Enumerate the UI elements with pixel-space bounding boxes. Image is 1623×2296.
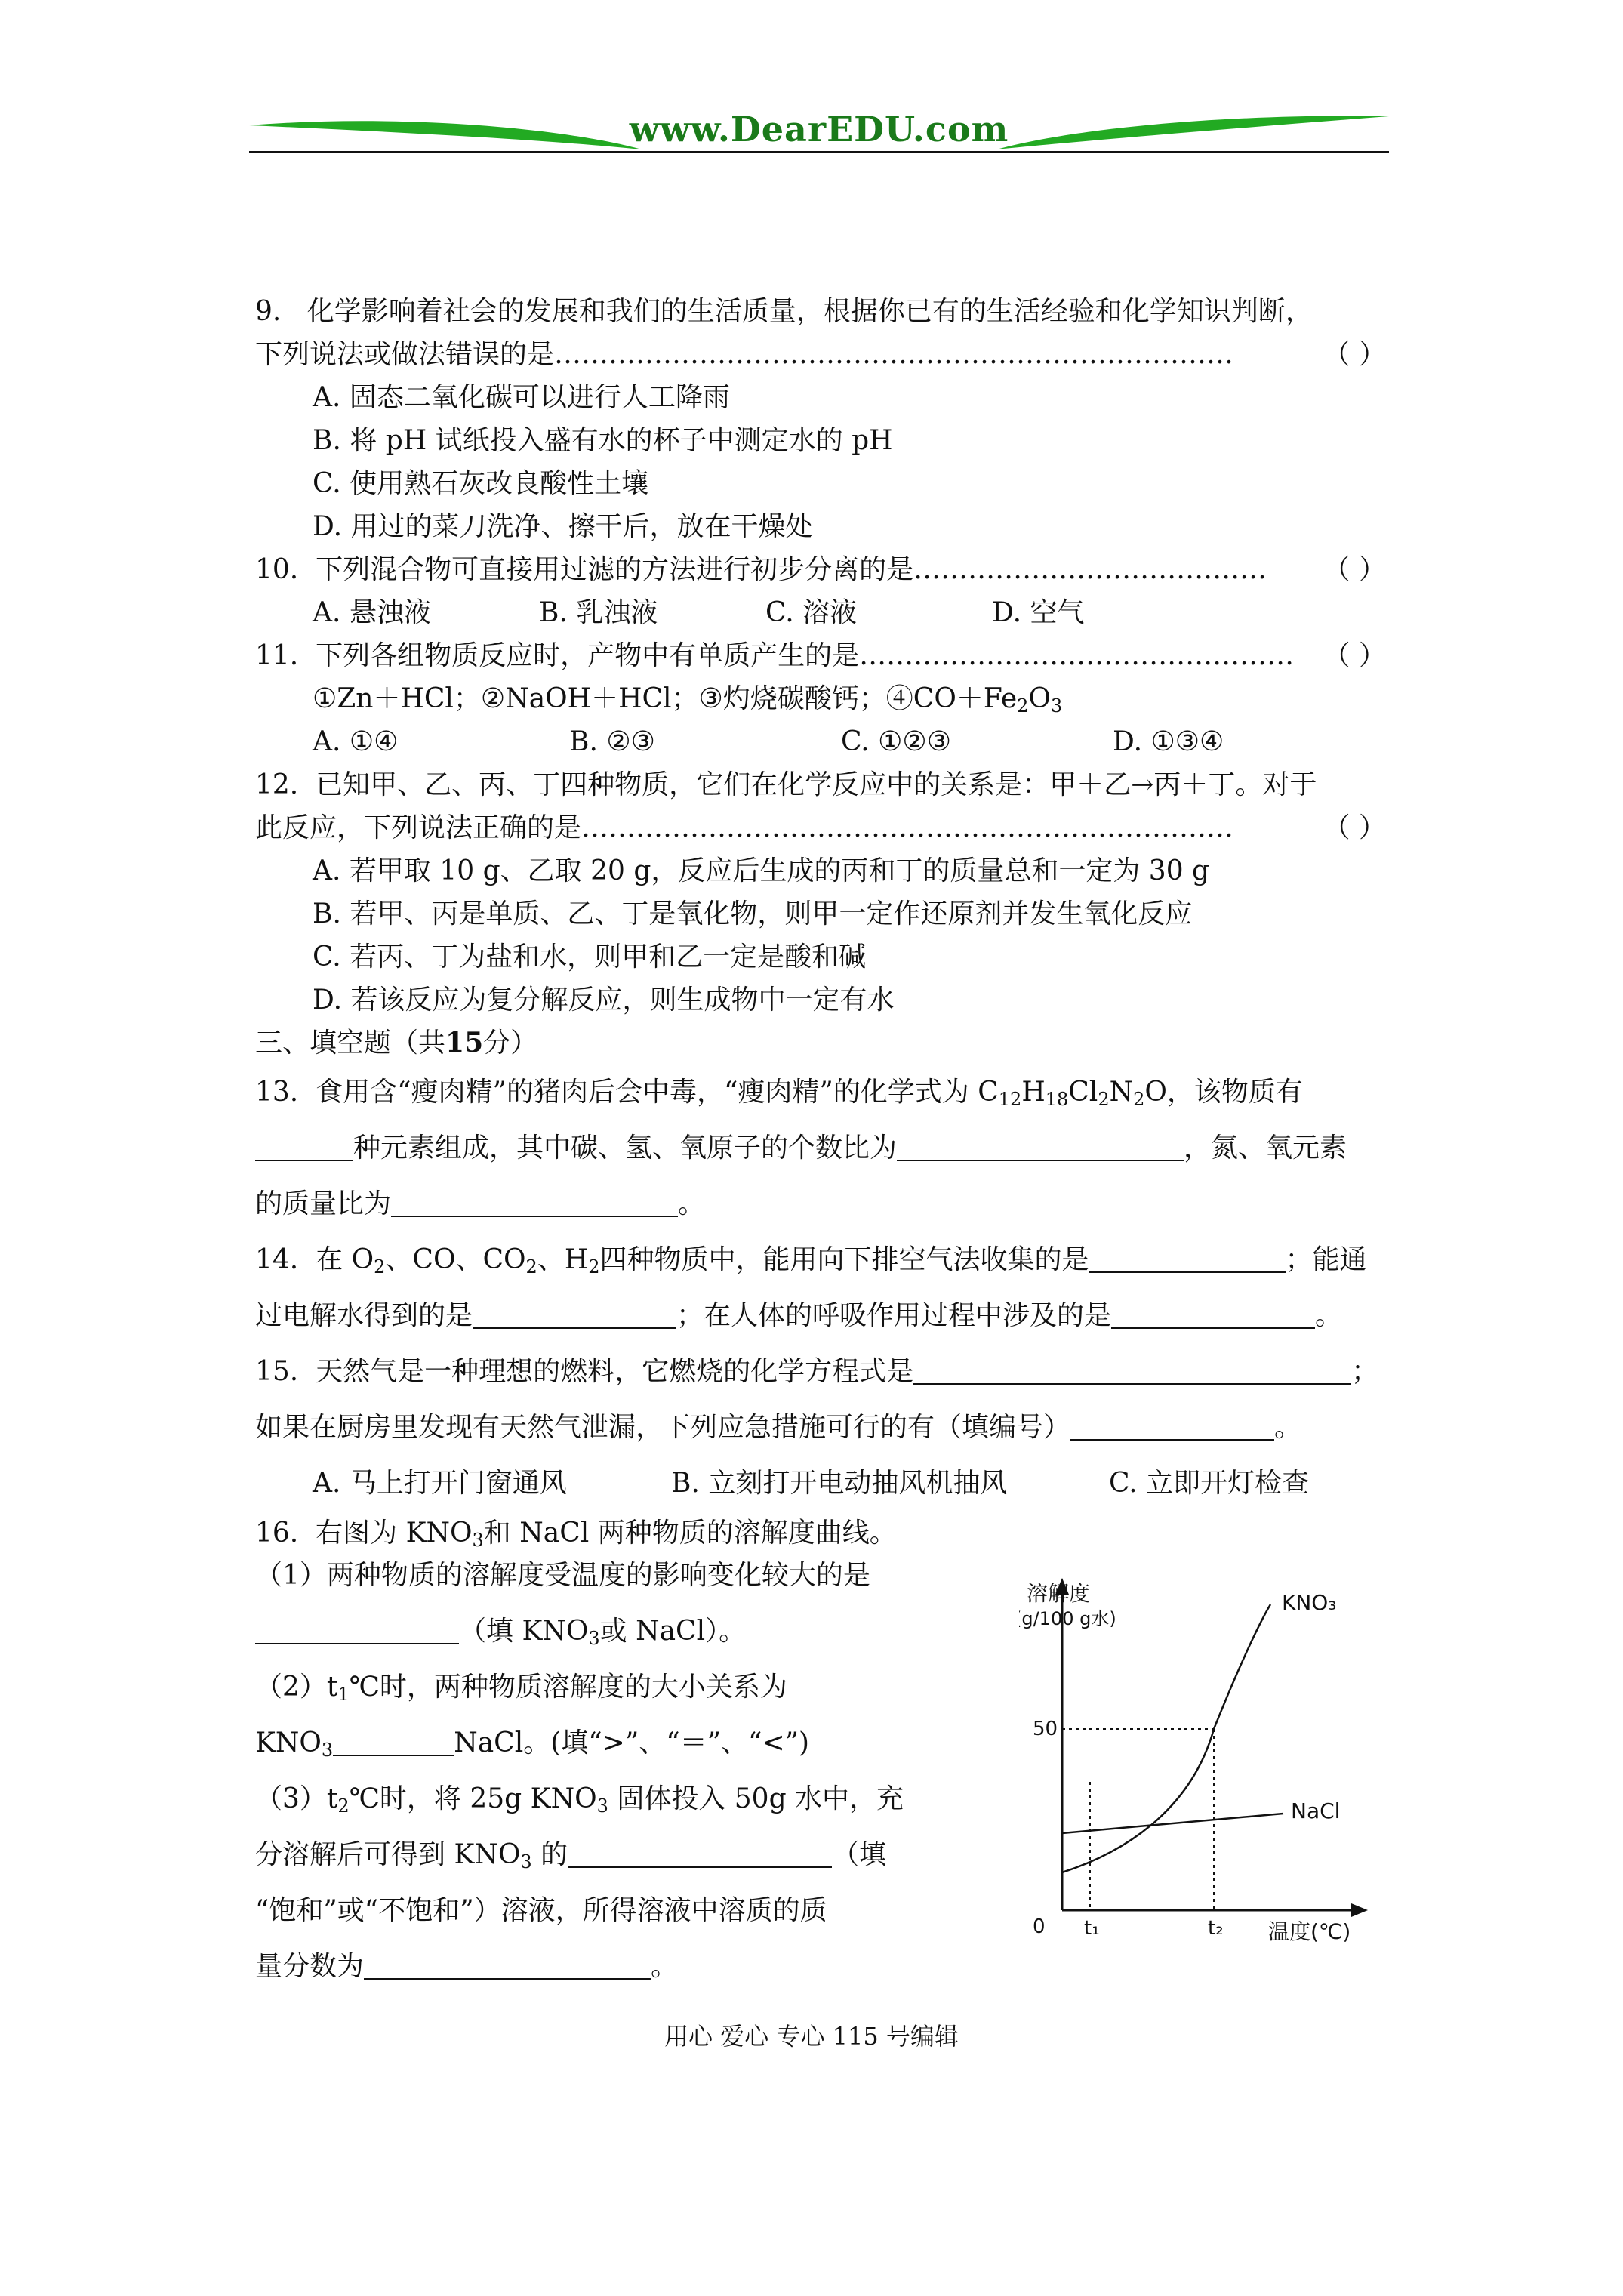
q12-option-b: B. 若甲、丙是单质、乙、丁是氧化物，则甲一定作还原剂并发生氧化反应	[313, 898, 1193, 929]
answer-paren: （ ）	[1323, 339, 1386, 370]
q15-line2: 如果在厨房里发现有天然气泄漏，下列应急措施可行的有（填编号） 。	[255, 1400, 1387, 1456]
q12-stem-line2: 此反应，下列说法正确的是……………………………………………………………… （ ）	[255, 806, 1387, 849]
origin-label: 0	[1033, 1915, 1046, 1938]
q11-option-d: D. ①③④	[1113, 726, 1224, 757]
q11-option-c: C. ①②③	[841, 726, 951, 757]
answer-blank[interactable]	[568, 1836, 832, 1868]
q9-stem-line1: 9. 化学影响着社会的发展和我们的生活质量，根据你已有的生活经验和化学知识判断，	[255, 296, 1313, 327]
q10-option-c: C. 溶液	[765, 597, 858, 628]
solubility-chart-svg	[1019, 1578, 1412, 1971]
q16-part3-line4: 量分数为 。	[255, 1939, 919, 1995]
x-axis-arrow-icon	[1351, 1903, 1368, 1917]
section-title: 三、填空题（共15分）	[255, 1027, 538, 1059]
solubility-chart	[1019, 1578, 1412, 1971]
series-kno3-line	[1062, 1604, 1270, 1872]
series-nacl-line	[1062, 1814, 1283, 1833]
answer-blank[interactable]	[333, 1724, 454, 1756]
q15-option-a: A. 马上打开门窗通风	[313, 1468, 567, 1499]
q14-line1: 14. 在 $O_2$、CO、$CO_2$、$H_2$四种物质中，能用向下排空气法收集的是 ；能通	[255, 1232, 1387, 1288]
answer-blank[interactable]	[1089, 1241, 1286, 1273]
q16-part1-line2: （填 $KNO_3$或 NaCl）。	[255, 1604, 919, 1660]
q10-option-b: B. 乳浊液	[539, 597, 658, 628]
q16-part2-line2: $KNO_3$ NaCl。(填“>”、“＝”、“<”)	[255, 1715, 919, 1771]
answer-blank[interactable]	[897, 1130, 1184, 1161]
q16-part1-line1: （1）两种物质的溶解度受温度的影响变化较大的是	[255, 1560, 870, 1591]
q11-option-b: B. ②③	[569, 726, 655, 757]
q16-part3-line2: 分溶解后可得到 $KNO_3$ 的 （填	[255, 1827, 919, 1883]
series-label-kno3: KNO₃	[1282, 1590, 1337, 1615]
answer-blank[interactable]	[364, 1948, 651, 1980]
q13-line3: 的质量比为 。	[255, 1176, 1387, 1232]
q12-option-a: A. 若甲取 10 g、乙取 20 g，反应后生成的丙和丁的质量总和一定为 30 g	[313, 855, 1210, 886]
answer-blank[interactable]	[255, 1130, 353, 1161]
q15-options	[255, 1456, 1387, 1512]
q12-option-d: D. 若该反应为复分解反应，则生成物中一定有水	[313, 985, 895, 1015]
site-name: www.DearEDU.com	[629, 109, 1009, 149]
q10-stem: 10. 下列混合物可直接用过滤的方法进行初步分离的是………………………………… （ ）	[255, 548, 1387, 591]
q11-option-a: A. ①④	[313, 726, 399, 757]
series-label-nacl: NaCl	[1291, 1798, 1341, 1823]
x-tick-t1: t₁	[1084, 1917, 1100, 1940]
q9-stem-line2: 下列说法或做法错误的是………………………………………………………………… （ ）	[255, 333, 1387, 376]
q13-line2: 种元素组成，其中碳、氢、氧原子的个数比为 ，氮、氧元素	[255, 1120, 1387, 1176]
answer-blank[interactable]	[1070, 1409, 1274, 1441]
answer-paren: （ ）	[1323, 812, 1386, 843]
page-footer: 用心 爱心 专心 115 号编辑	[664, 2022, 959, 2051]
answer-blank[interactable]	[913, 1353, 1351, 1385]
q10-option-d: D. 空气	[992, 597, 1085, 628]
x-axis-title: 温度(℃)	[1268, 1919, 1351, 1944]
answer-blank[interactable]	[473, 1297, 676, 1329]
q16-intro: 16. 右图为 $KNO_3$和 NaCl 两种物质的溶解度曲线。	[255, 1518, 897, 1551]
q12-option-c: C. 若丙、丁为盐和水，则甲和乙一定是酸和碱	[313, 942, 867, 972]
q15-option-c: C. 立即开灯检查	[1109, 1468, 1310, 1499]
q11-items: ①Zn＋HCl；②NaOH＋HCl；③灼烧碳酸钙；$④CO+Fe_2O_3$	[313, 683, 1063, 717]
q16-parts	[255, 1548, 919, 1995]
q15-option-b: B. 立刻打开电动抽风机抽风	[671, 1468, 1008, 1499]
q9-option-c: C. 使用熟石灰改良酸性土壤	[313, 468, 649, 499]
page-header	[249, 106, 1389, 174]
answer-paren: （ ）	[1323, 554, 1386, 585]
q16-part3-line1: $(3)t_2℃$时，将 25g $KNO_3$ 固体投入 50g 水中，充	[255, 1783, 904, 1817]
q10-option-a: A. 悬浊液	[313, 597, 431, 628]
header-divider	[249, 151, 1389, 153]
q12-stem-line1: 12. 已知甲、乙、丙、丁四种物质，它们在化学反应中的关系是：甲＋乙→丙＋丁。对于	[255, 769, 1317, 800]
question-content	[255, 290, 1387, 1555]
answer-blank[interactable]	[1111, 1297, 1315, 1329]
q10-options	[255, 591, 1387, 634]
q11-stem: 11. 下列各组物质反应时，产物中有单质产生的是………………………………………… （ ）	[255, 634, 1387, 677]
y-axis-unit: (g/100 g水)	[1019, 1608, 1116, 1629]
q9-option-d: D. 用过的菜刀洗净、擦干后，放在干燥处	[313, 511, 813, 542]
y-axis-title: 溶解度	[1027, 1581, 1091, 1606]
q14-line2: 过电解水得到的是 ；在人体的呼吸作用过程中涉及的是 。	[255, 1288, 1387, 1344]
answer-blank[interactable]	[255, 1613, 459, 1644]
q13-line1: 13. 食用含“瘦肉精”的猪肉后会中毒，“瘦肉精”的化学式为 $C_{12}H_{18}Cl_2N_2O$，该物质有	[255, 1077, 1303, 1110]
q11-options	[255, 720, 1387, 763]
q9-option-b: B. 将 pH 试纸投入盛有水的杯子中测定水的 pH	[313, 425, 893, 456]
x-tick-t2: t₂	[1208, 1917, 1224, 1940]
q9-option-a: A. 固态二氧化碳可以进行人工降雨	[313, 382, 730, 413]
q16-part3-line3: “饱和”或“不饱和”）溶液，所得溶液中溶质的质	[255, 1895, 827, 1926]
q15-line1: 15. 天然气是一种理想的燃料，它燃烧的化学方程式是 ；	[255, 1344, 1387, 1400]
q16-part2-line1: $(2)t_1℃$时，两种物质溶解度的大小关系为	[255, 1672, 787, 1705]
answer-blank[interactable]	[391, 1185, 678, 1217]
answer-paren: （ ）	[1323, 640, 1386, 671]
y-tick-50: 50	[1033, 1718, 1058, 1740]
